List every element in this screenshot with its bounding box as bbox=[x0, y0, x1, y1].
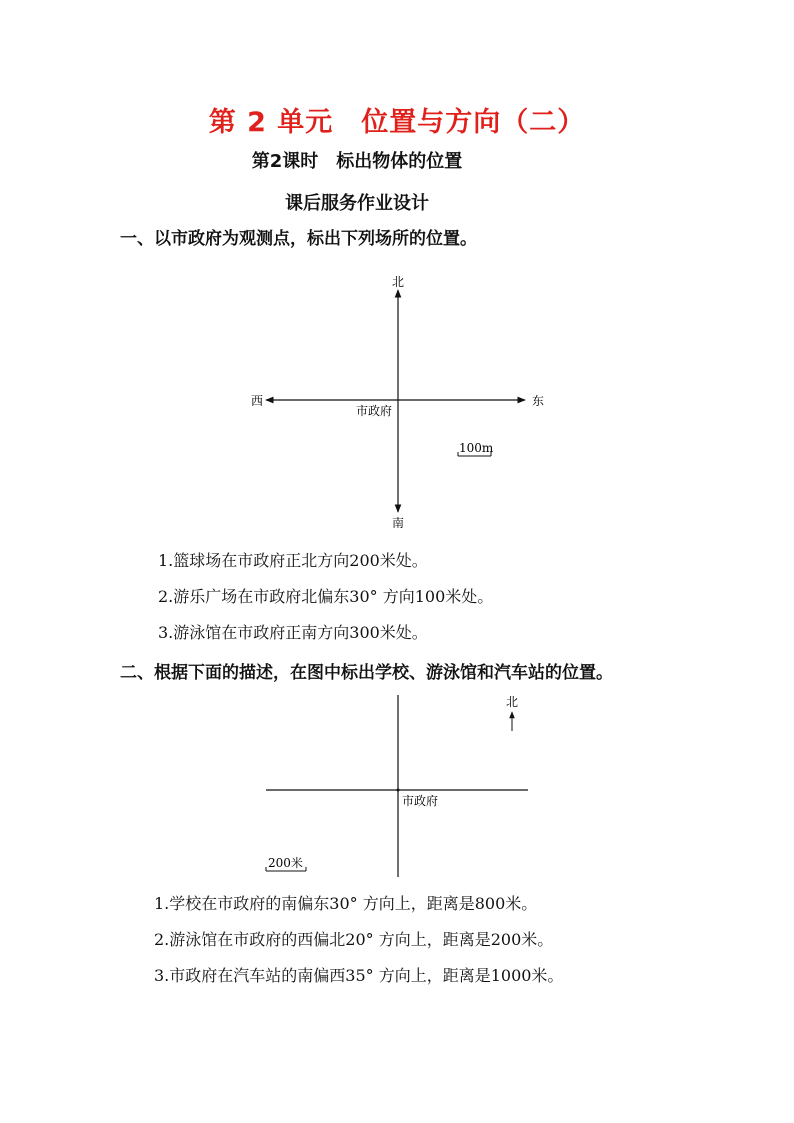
page-title: 第 2 单元 位置与方向（二） bbox=[208, 107, 586, 138]
question-2-item-2: 2.游泳馆在市政府的西偏北20° 方向上，距离是200米。 bbox=[154, 930, 554, 949]
question-2-item-1: 1.学校在市政府的南偏东30° 方向上，距离是800米。 bbox=[154, 894, 538, 913]
label-west-1: 西 bbox=[250, 394, 264, 408]
scale-label-1: 100m bbox=[459, 441, 494, 455]
label-center-2: 市政府 bbox=[402, 794, 439, 808]
label-north-2: 北 bbox=[505, 695, 519, 709]
question-1-item-2: 2.游乐广场在市政府北偏东30° 方向100米处。 bbox=[158, 587, 494, 606]
assignment-subtitle: 课后服务作业设计 bbox=[285, 193, 429, 214]
label-east-1: 东 bbox=[531, 394, 545, 408]
label-south-1: 南 bbox=[391, 516, 405, 530]
label-north-1: 北 bbox=[391, 275, 405, 289]
label-center-1: 市政府 bbox=[355, 404, 393, 418]
question-1-heading: 一、以市政府为观测点，标出下列场所的位置。 bbox=[120, 229, 477, 249]
question-1-item-1: 1.篮球场在市政府正北方向200米处。 bbox=[158, 551, 428, 570]
scale-label-2: 200米 bbox=[268, 856, 303, 870]
question-2-heading: 二、根据下面的描述，在图中标出学校、游泳馆和汽车站的位置。 bbox=[120, 663, 613, 683]
question-1-item-3: 3.游泳馆在市政府正南方向300米处。 bbox=[158, 623, 428, 642]
lesson-title: 第2课时 标出物体的位置 bbox=[251, 151, 463, 172]
question-2-item-3: 3.市政府在汽车站的南偏西35° 方向上，距离是1000米。 bbox=[154, 966, 564, 985]
